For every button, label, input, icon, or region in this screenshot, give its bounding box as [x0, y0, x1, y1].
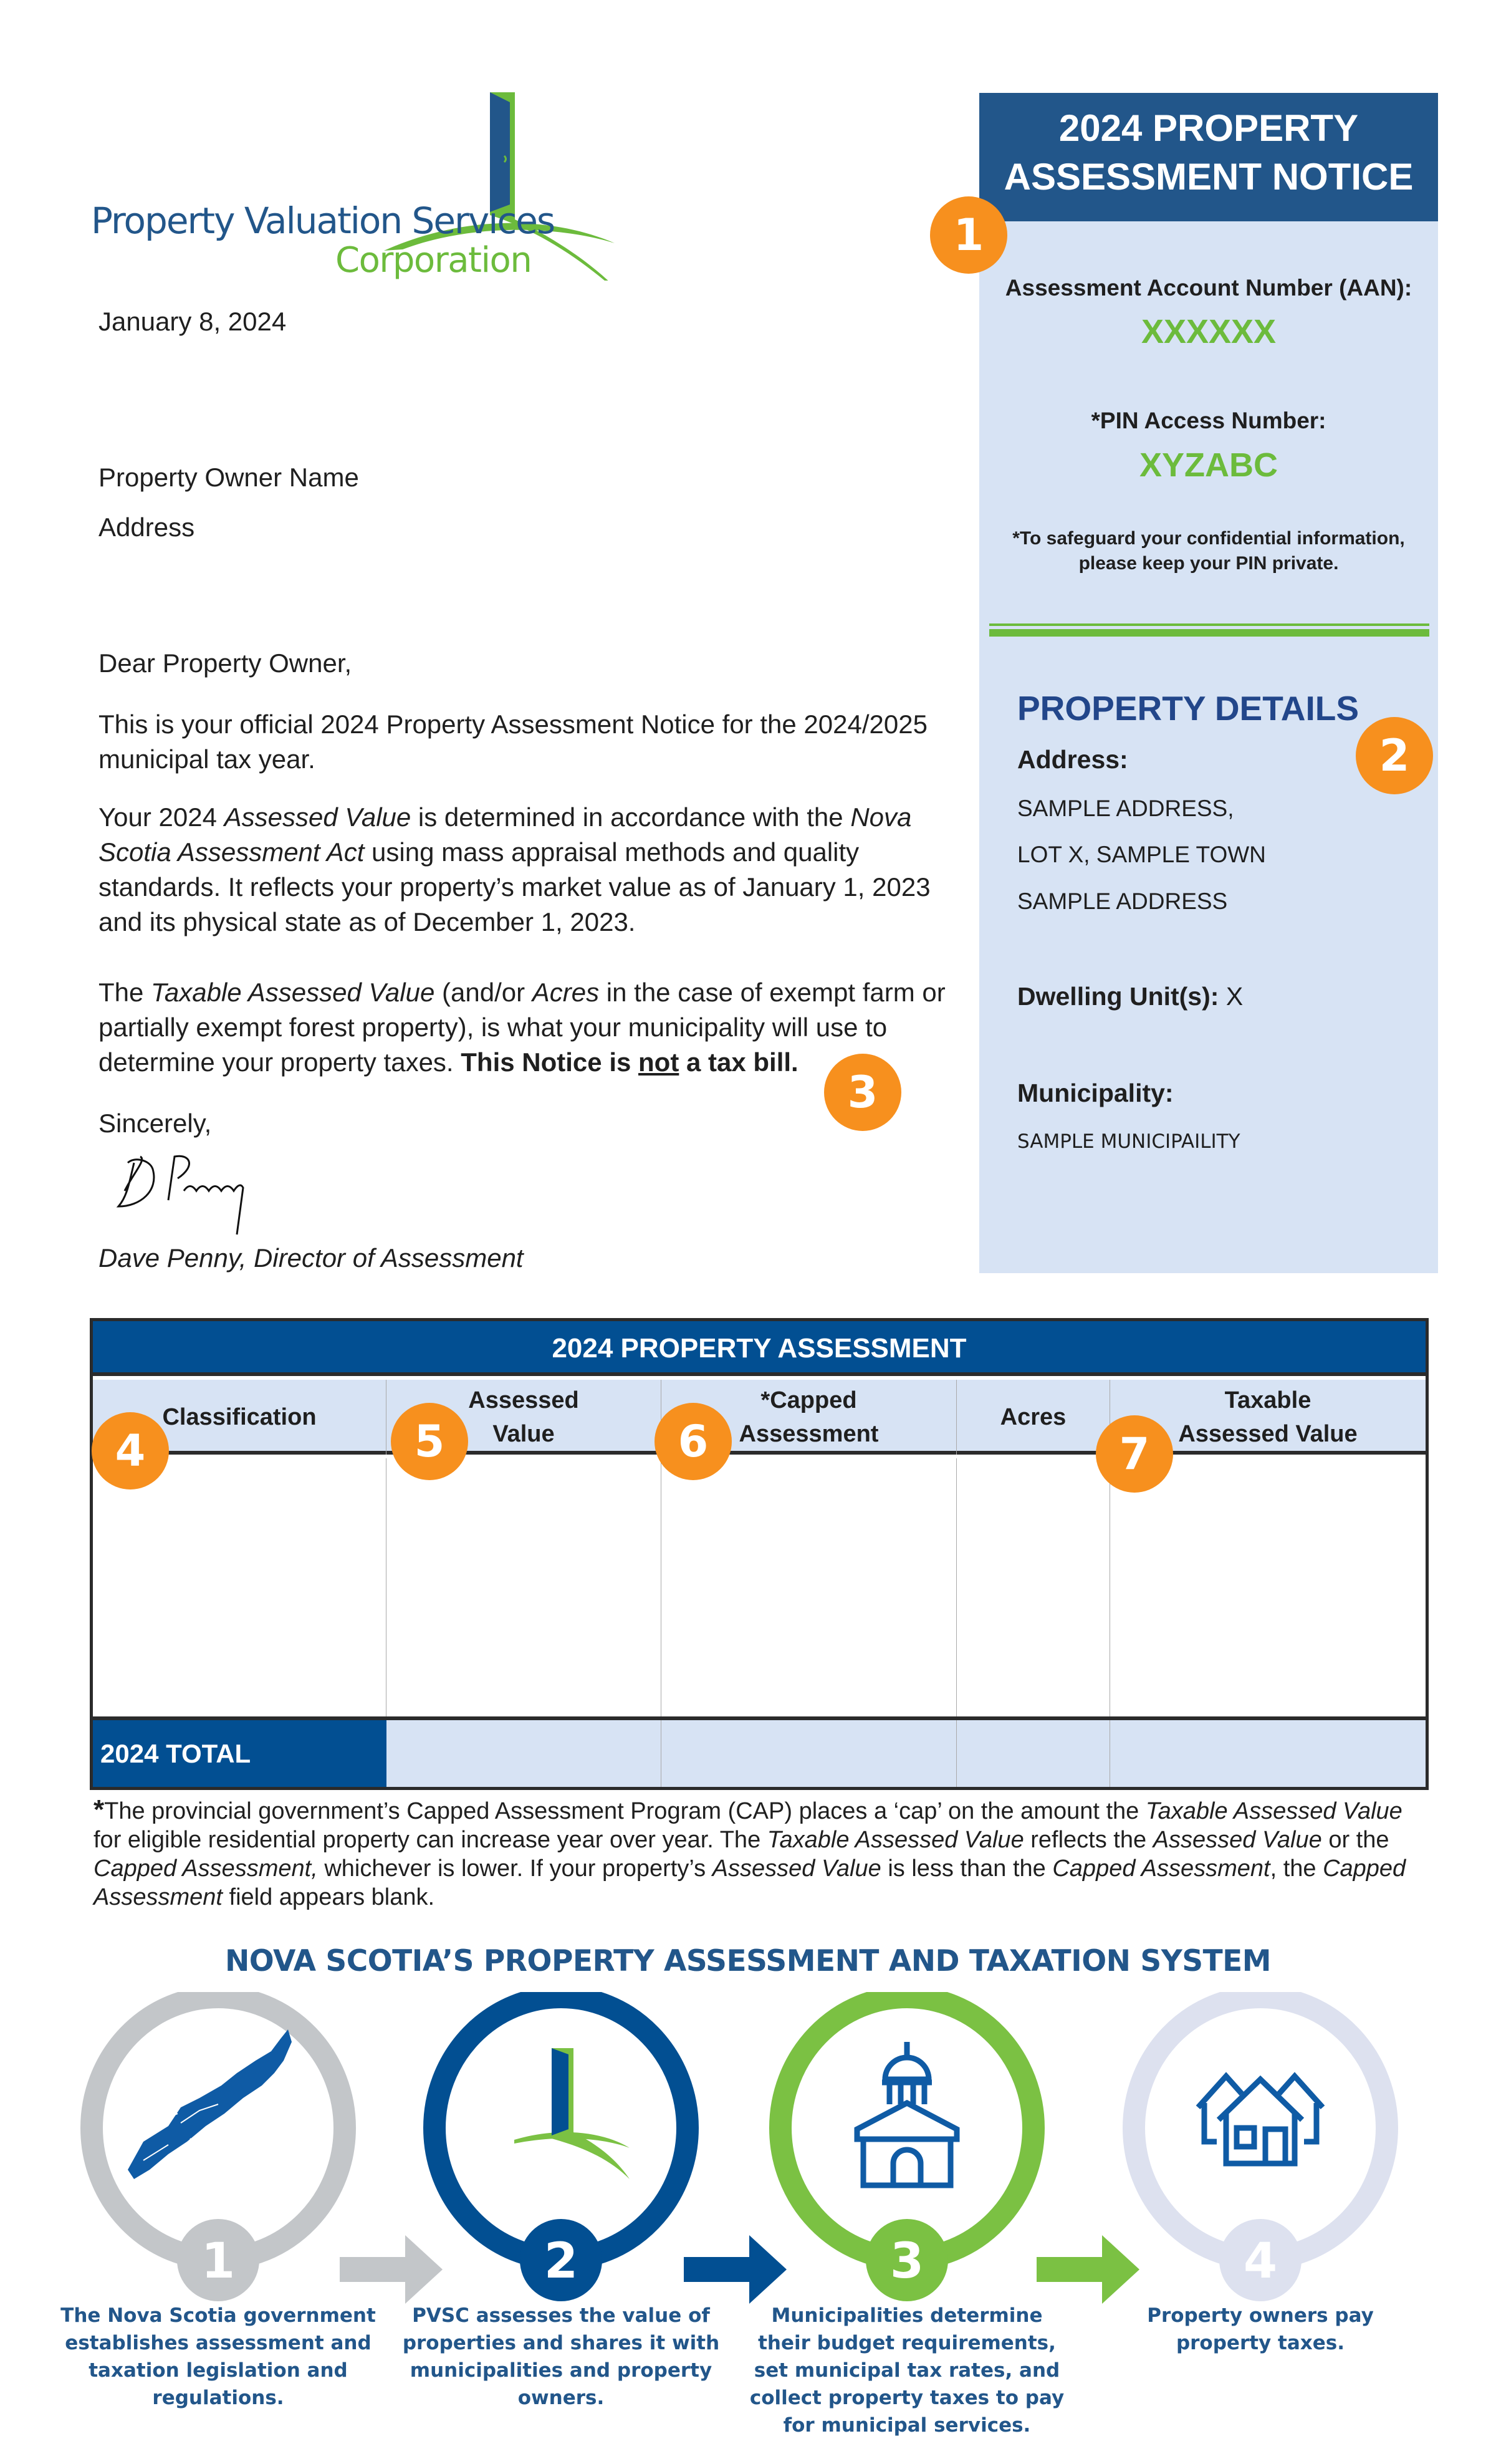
table-title: 2024 PROPERTY ASSESSMENT — [93, 1321, 1426, 1376]
callout-badge-2: 2 — [1356, 717, 1433, 794]
table-cell-acres — [957, 1458, 1110, 1716]
step-1-description: The Nova Scotia government establishes assessment and taxation legislation and regulations. — [60, 2304, 376, 2409]
callout-badge-5: 5 — [391, 1403, 468, 1480]
column-header-capped-assessment: *Capped Assessment — [661, 1380, 957, 1455]
svg-text:3: 3 — [889, 2233, 924, 2289]
infographic-title: NOVA SCOTIA’S PROPERTY ASSESSMENT AND TAXATION SYSTEM — [224, 1944, 1272, 1978]
address-line: LOT X, SAMPLE TOWN — [1017, 842, 1266, 867]
aan-label: Assessment Account Number (AAN): — [1005, 275, 1412, 301]
infographic-step-2 — [399, 1992, 723, 2464]
table-cell-assessed-value — [386, 1458, 661, 1716]
infographic-step-4 — [1098, 1992, 1422, 2464]
column-header-assessed-value: Assessed Value — [386, 1380, 661, 1455]
notice-info-panel — [979, 93, 1438, 1273]
divider — [989, 629, 1429, 637]
closing: Sincerely, — [98, 1109, 212, 1138]
pvsc-door-logo-icon — [399, 1992, 723, 2304]
owner-name: Property Owner Name — [98, 463, 359, 492]
aan-value: XXXXXX — [1141, 313, 1277, 350]
table-cell-classification — [93, 1458, 386, 1716]
column-header-taxable-assessed-value: Taxable Assessed Value — [1178, 1387, 1358, 1447]
dwelling-units-value: X — [1225, 982, 1244, 1011]
callout-badge-3: 3 — [824, 1054, 901, 1131]
column-header-classification: Classification — [93, 1380, 386, 1455]
table-total-row — [93, 1716, 1426, 1787]
salutation: Dear Property Owner, — [98, 648, 352, 678]
signature-image — [115, 1147, 309, 1241]
total-acres — [957, 1720, 1110, 1787]
pin-value: XYZABC — [1139, 446, 1278, 484]
total-capped-assessment — [661, 1720, 957, 1787]
municipality-value: SAMPLE MUNICIPAILITY — [1017, 1130, 1240, 1153]
callout-badge-1: 1 — [930, 196, 1007, 274]
municipality-label: Municipality: — [1017, 1079, 1174, 1107]
infographic-step-3 — [745, 1992, 1069, 2464]
callout-badge-7: 7 — [1096, 1415, 1173, 1493]
owner-address: Address — [98, 513, 195, 542]
infographic-step-1 — [56, 1992, 380, 2464]
dwelling-units: Dwelling Unit(s): X — [1017, 982, 1244, 1011]
taxable-value-paragraph: The Taxable Assessed Value (and/or Acres in the case of exempt farm or partially exempt forest property), is what your municipality will use to determine your property taxes. This Notice is not a tax bill. — [98, 978, 946, 1077]
step-2-description: PVSC assesses the value of properties and shares it with municipalities and property owners. — [402, 2304, 720, 2409]
pin-label: *PIN Access Number: — [1091, 408, 1326, 433]
letter-date: January 8, 2024 — [98, 307, 287, 336]
total-assessed-value — [386, 1720, 661, 1787]
not-a-tax-bill-notice: This Notice is not a tax bill. — [461, 1047, 798, 1077]
divider — [989, 623, 1429, 626]
signer-name: Dave Penny, Director of Assessment — [98, 1243, 524, 1273]
assessed-value-paragraph: Your 2024 Assessed Value is determined in accordance with the Nova Scotia Assessment Act using mass appraisal methods and quality standards. It reflects your property’s market value as of January 1, 2023 and its physical state as of December 1, 2023. — [98, 802, 931, 936]
address-label: Address: — [1017, 745, 1128, 774]
pvsc-logo — [91, 87, 615, 281]
svg-text:1: 1 — [201, 2233, 236, 2289]
nova-scotia-map-icon — [56, 1992, 380, 2304]
table-header-row — [93, 1380, 1426, 1455]
step-3-description: Municipalities determine their budget requirements, set municipal tax rates, and collect property taxes to pay for municipal services. — [749, 2304, 1065, 2437]
table-cell-capped-assessment — [661, 1458, 957, 1716]
notice-title: 2024 PROPERTY ASSESSMENT NOTICE — [979, 93, 1438, 221]
pin-privacy-note: *To safeguard your confidential information, please keep your PIN private. — [1012, 528, 1405, 574]
property-assessment-table — [90, 1318, 1429, 1790]
callout-badge-4: 4 — [92, 1412, 169, 1489]
address-line: SAMPLE ADDRESS, — [1017, 796, 1234, 821]
property-details-title: PROPERTY DETAILS — [1017, 689, 1359, 728]
houses-icon — [1098, 1992, 1422, 2304]
intro-paragraph: This is your official 2024 Property Assessment Notice for the 2024/2025 municipal tax year. — [98, 710, 928, 774]
logo-corporation: Corporation — [335, 240, 532, 281]
cap-footnote: *The provincial government’s Capped Assessment Program (CAP) places a ‘cap’ on the amount the Taxable Assessed Value for eligible residential property can increase year over year. The Taxable Assessed Value reflects the Assessed Value or the Capped Assessment, whichever is lower. If your property’s Assessed Value is less than the Capped Assessment, the Capped Assessment field appears blank. — [94, 1794, 1406, 1910]
svg-text:4: 4 — [1243, 2233, 1278, 2289]
step-4-description: Property owners pay property taxes. — [1147, 2304, 1374, 2354]
logo-name: Property Valuation Services — [91, 200, 555, 242]
town-hall-icon — [745, 1992, 1069, 2304]
address-line: SAMPLE ADDRESS — [1017, 888, 1228, 914]
callout-badge-6: 6 — [654, 1403, 732, 1480]
column-header-acres: Acres — [957, 1380, 1110, 1455]
total-label: 2024 TOTAL — [93, 1720, 386, 1787]
svg-text:2: 2 — [544, 2233, 578, 2289]
total-taxable-assessed-value — [1110, 1720, 1426, 1787]
